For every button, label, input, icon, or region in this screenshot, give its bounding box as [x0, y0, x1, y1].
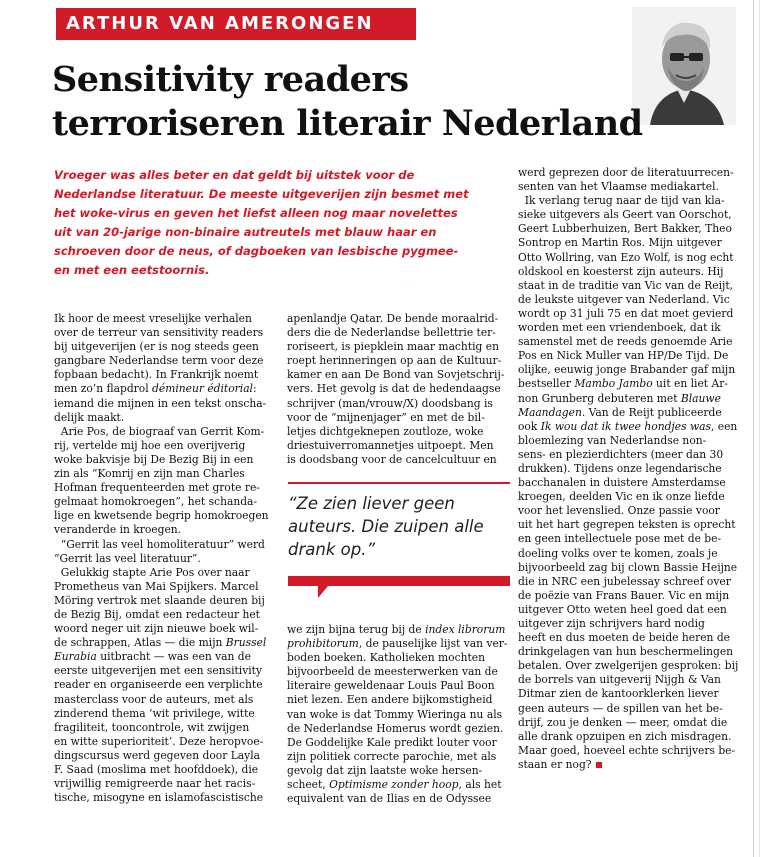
body-text-line: wordt op 31 juli 75 en dat moet gevierd: [518, 306, 734, 320]
body-text-line: zin als “Komrij en zijn man Charles: [54, 467, 245, 481]
body-text-line: olijke, eeuwig jonge Brabander gaf mijn: [518, 363, 736, 377]
body-column-1: [54, 312, 279, 805]
body-text-line: Möring vertrok met slaande deuren bij: [54, 593, 265, 607]
page-edge-line-outer: [759, 0, 760, 857]
body-text-line: staan er nog?: [518, 758, 742, 772]
article-end-mark: [596, 762, 602, 768]
body-text-line: sens- en plezierdichters (meer dan 30: [518, 447, 724, 461]
body-text-line: bestseller Mambo Jambo uit en liet Ar-: [518, 377, 728, 391]
body-text-line: Otto Wollring, van Ezo Wolf, is nog echt: [518, 250, 734, 264]
body-text-line: eerste uitgeverijen met een sensitivity: [54, 664, 263, 678]
body-text-line: bacchanalen in duistere Amsterdamse: [518, 476, 726, 490]
body-text-line: worden met een vriendenboek, dat ik: [518, 321, 721, 335]
lead-line: schroeven door de neus, of dagboeken van lesbische pygmee-: [54, 244, 459, 258]
body-text-line: senten van het Vlaamse mediakartel.: [518, 180, 719, 194]
body-text-line: en geen intellectuele pose met de be-: [518, 532, 722, 546]
body-text-line: voor het levenslied. Onze passie voor: [518, 504, 720, 518]
body-text-line: woord neger uit zijn nieuwe boek wil-: [54, 622, 259, 636]
body-text-line: equivalent van de Ilias en de Odyssee: [287, 792, 492, 806]
body-text-line: kroegen, deelden Vic en ik onze liefde: [518, 490, 725, 504]
body-text-line: roept herinneringen op aan de Kultuur-: [287, 354, 502, 368]
body-text-line: Gelukkig stapte Arie Pos over naar: [54, 565, 250, 579]
body-text-line: gelmaat homokroegen”, het schanda-: [54, 495, 258, 509]
body-text-line: betalen. Over zwelgerijen gesproken: bij: [518, 659, 739, 673]
body-text-line: de Nederlandse Homerus wordt gezien.: [287, 721, 504, 735]
author-name: ARTHUR VAN AMERONGEN: [66, 13, 374, 34]
body-text-line: De Goddelijke Kale predikt louter voor: [287, 735, 497, 749]
body-text-line: men zo’n flapdrol démineur éditorial:: [54, 382, 257, 396]
body-column-2-bottom: [287, 623, 511, 806]
body-text-line: drinkgelagen van hun beschermelingen: [518, 645, 734, 659]
body-text-line: doeling volks over te komen, zoals je: [518, 546, 718, 560]
body-text-line: gevolg dat zijn laatste woke hersen-: [287, 763, 483, 777]
body-text-line: samenstel met de reeds genoemde Arie: [518, 335, 733, 349]
body-text-line: drukken). Tijdens onze legendarische: [518, 461, 722, 475]
headline-line: terroriseren literair Nederland: [52, 103, 643, 144]
body-text-line: gangbare Nederlandse term voor deze: [54, 354, 264, 368]
quote-line: auteurs. Die zuipen alle: [288, 517, 484, 536]
body-text-line: Maar goed, hoeveel echte schrijvers be-: [518, 743, 736, 757]
body-text-line: uit het hart gegrepen teksten is oprecht: [518, 518, 736, 532]
body-text-line: dingscursus werd gegeven door Layla: [54, 748, 261, 762]
body-text-line: delijk maakt.: [54, 410, 125, 424]
body-text-line: we zijn bijna terug bij de index librorum: [287, 623, 506, 636]
body-text-line: ders die de Nederlandse bellettrie ter-: [287, 326, 496, 340]
body-text-line: roriseert, is piepklein maar machtig en: [287, 340, 499, 354]
body-text-line: voor de “mijnenjager” en met de bil-: [287, 410, 485, 424]
body-column-3: [518, 166, 742, 772]
quote-line: “Ze zien liever geen: [288, 494, 455, 513]
body-text-line: fragiliteit, tooncontrole, wit zwijgen: [54, 720, 250, 734]
body-text-line: ook Ik wou dat ik twee hondjes was, een: [518, 419, 738, 433]
body-text-line: masterclass voor de auteurs, met als: [54, 692, 254, 706]
body-text-line: Prometheus van Mai Spijkers. Marcel: [54, 579, 259, 593]
lead-line: en met een eetstoornis.: [54, 263, 210, 277]
body-text-line: de schrappen, Atlas — die mijn Brussel: [54, 636, 267, 650]
body-column-2-top: [287, 312, 511, 467]
body-text-line: non Grunberg debuteren met Blauwe: [518, 391, 721, 405]
body-text-line: uitgever zijn schrijvers hard nodig: [518, 617, 705, 630]
quote-line: drank op.”: [288, 540, 375, 559]
body-text-line: de Bezig Bij, omdat een redacteur het: [54, 607, 260, 621]
body-text-line: Hofman frequenteerden met grote re-: [54, 481, 260, 495]
body-text-line: de leukste uitgever van Nederland. Vic: [518, 292, 730, 306]
article-headline: [52, 58, 732, 146]
pull-quote-accent-bar: [288, 576, 510, 598]
body-text-line: geen auteurs — de spillen van het be-: [518, 701, 723, 715]
body-text-line: Arie Pos, de biograaf van Gerrit Kom-: [54, 424, 265, 438]
body-text-line: Sontrop en Martin Ros. Mijn uitgever: [518, 236, 722, 250]
body-text-line: heeft en dus moeten de beide heren de: [518, 631, 730, 645]
body-text-line: de poëzie van Frans Bauer. Vic en mijn: [518, 588, 730, 602]
body-text-line: kamer en aan De Bond van Sovjetschrij-: [287, 368, 505, 382]
body-text-line: en witte superioriteit’. Deze heropvoe-: [54, 734, 264, 748]
body-text-line: woke bakvisje bij De Bezig Bij in een: [54, 452, 254, 466]
article-lead: [54, 166, 504, 280]
body-text-line: F. Saad (moslima met hoofddoek), die: [54, 763, 259, 776]
body-text-line: vrijwillig remigreerde naar het racis-: [54, 777, 256, 791]
page-edge-line: [753, 0, 754, 857]
pull-quote: [288, 482, 510, 604]
lead-line: het woke-virus en geven het liefst alleen nog maar novelettes: [54, 206, 458, 220]
author-banner: [56, 8, 416, 40]
body-text-line: Geert Lubberhuizen, Bert Bakker, Theo: [518, 222, 732, 236]
body-text-line: Ik verlang terug naar de tijd van kla-: [518, 194, 725, 208]
body-text-line: boden boeken. Katholieken mochten: [287, 651, 485, 665]
body-text-line: werd geprezen door de literatuurrecen-: [518, 166, 734, 179]
body-text-line: reader en organiseerde een verplichte: [54, 678, 263, 692]
body-text-line: niet lezen. Een andere bijkomstigheid: [287, 693, 493, 707]
body-text-line: tische, misogyne en islamofascistische: [54, 791, 264, 805]
body-text-line: schrijver (man/vrouw/X) doodsbang is: [287, 396, 493, 410]
body-text-line: over de terreur van sensitivity readers: [54, 326, 264, 340]
body-text-line: de borrels van uitgeverij Nijgh & Van: [518, 673, 721, 687]
body-text-line: zijn politiek correcte parochie, met als: [287, 749, 497, 763]
body-text-line: lige en kwetsende begrip homokroegen: [54, 509, 269, 523]
body-text-line: Maandagen. Van de Reijt publiceerde: [518, 405, 722, 419]
body-text-line: “Gerrit las veel homoliteratuur” werd: [54, 537, 265, 551]
body-text-line: driestuiverromannetjes uitpoept. Men: [287, 438, 494, 452]
body-text-line: iemand die mijnen in een tekst onscha-: [54, 396, 267, 410]
body-text-line: die in NRC een jubelessay schreef over: [518, 574, 731, 588]
body-text-line: bijvoorbeeld zag bij clown Bassie Heijne: [518, 560, 738, 574]
body-text-line: apenlandje Qatar. De bende moraalrid-: [287, 312, 499, 325]
body-text-line: “Gerrit las veel literatuur”.: [54, 551, 201, 565]
body-text-line: sieke uitgevers als Geert van Oorschot,: [518, 208, 732, 222]
body-text-line: Ditmar zien de kantoorklerken liever: [518, 687, 719, 701]
pull-quote-text: [288, 492, 510, 561]
lead-line: uit van 20-jarige non-binaire autreutels met blauw haar en: [54, 225, 437, 239]
body-text-line: scheet, Optimisme zonder hoop, als het: [287, 778, 502, 792]
body-text-line: staat in de traditie van Vic van de Reijt,: [518, 278, 734, 292]
body-text-line: bloemlezing van Nederlandse non-: [518, 433, 707, 447]
body-text-line: bijvoorbeeld de meesterwerken van de: [287, 665, 498, 679]
body-text-line: prohibitorum, de pauselijke lijst van ver-: [287, 637, 508, 651]
body-text-line: fopbaan bedacht). In Frankrijk noemt: [54, 368, 259, 382]
body-text-line: veranderde in kroegen.: [54, 523, 182, 537]
body-text-line: van woke is dat Tommy Wieringa nu als: [287, 707, 503, 721]
lead-line: Nederlandse literatuur. De meeste uitgeverijen zijn besmet met: [54, 187, 469, 201]
body-text-line: alle drank opzuipen en zich misdragen.: [518, 729, 732, 743]
headline-line: Sensitivity readers: [52, 59, 409, 100]
body-text-line: Pos en Nick Muller van HP/De Tijd. De: [518, 349, 729, 363]
body-text-line: zinderend thema ‘wit privilege, witte: [54, 706, 255, 720]
body-text-line: Ik hoor de meest vreselijke verhalen: [54, 312, 252, 325]
body-text-line: drijf, zou je denken — meer, omdat die: [518, 715, 728, 729]
body-text-line: bij uitgeverijen (er is nog steeds geen: [54, 340, 259, 354]
body-text-line: Eurabia uitbracht — was een van de: [54, 650, 251, 664]
body-text-line: literaire geweldenaar Louis Paul Boon: [287, 679, 495, 693]
body-text-line: rij, vertelde mij hoe een overijverig: [54, 438, 246, 452]
body-text-line: uitgever Otto weten heel goed dat een: [518, 602, 727, 616]
lead-line: Vroeger was alles beter en dat geldt bij uitstek voor de: [54, 168, 415, 182]
body-text-line: letjes dichtgeknepen zoutloze, woke: [287, 424, 484, 438]
body-text-line: is doodsbang voor de cancelcultuur en: [287, 452, 497, 466]
body-text-line: oldskool en koesterst zijn auteurs. Hij: [518, 264, 724, 278]
body-text-line: vers. Het gevolg is dat de hedendaagse: [287, 382, 501, 396]
